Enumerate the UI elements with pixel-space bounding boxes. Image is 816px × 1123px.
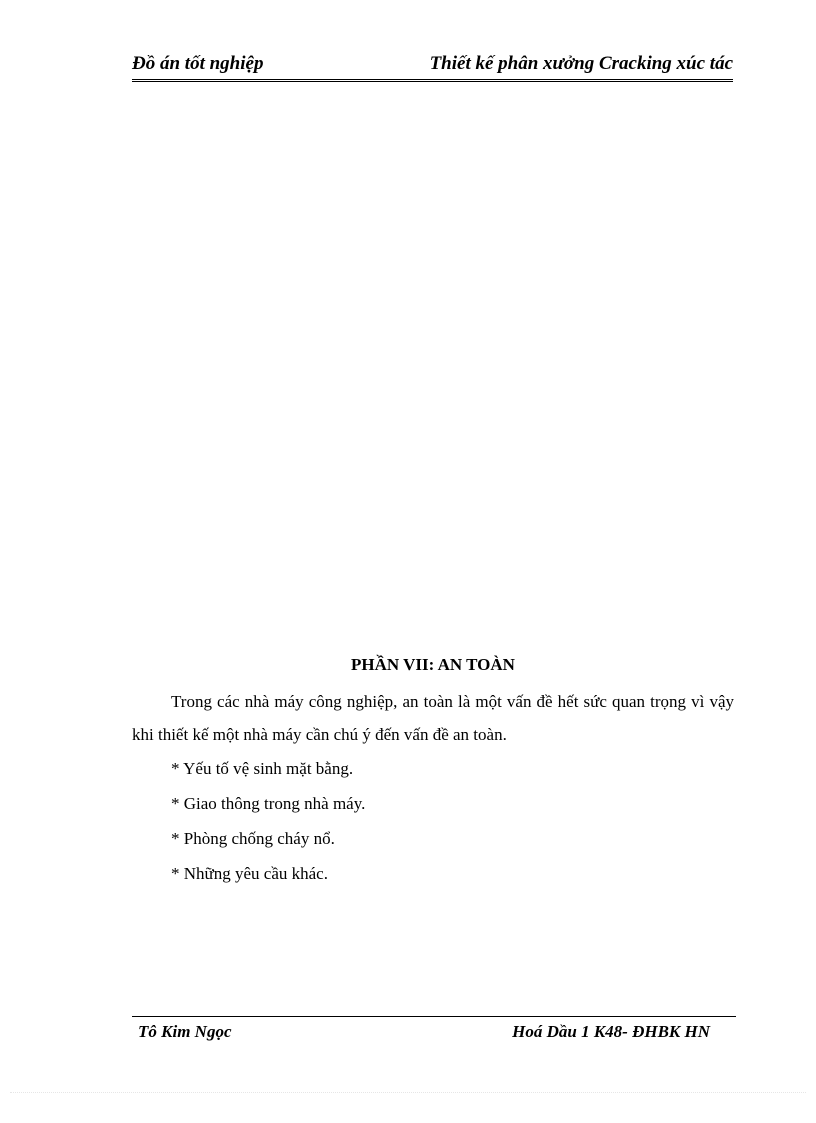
section-title: PHẦN VII: AN TOÀN xyxy=(351,655,515,674)
header-rule xyxy=(132,79,733,82)
bullet-item: * Yếu tố vệ sinh mặt bằng. xyxy=(171,759,354,778)
footer-rule xyxy=(132,1016,736,1017)
section-content xyxy=(132,653,734,891)
footer-right-text: Hoá Dầu 1 K48- ĐHBK HN xyxy=(512,1022,710,1041)
footer-left-text: Tô Kim Ngọc xyxy=(138,1022,232,1041)
bullet-item: * Giao thông trong nhà máy. xyxy=(171,794,366,813)
bullet-item: * Phòng chống cháy nổ. xyxy=(171,829,335,848)
header-right-text: Thiết kế phân xưởng Cracking xúc tác xyxy=(429,53,733,74)
body-paragraph: Trong các nhà máy công nghiệp, an toàn là một vấn đề hết sức quan trọng vì vậy khi thiết kế một nhà máy cần chú ý đến vấn đề an toàn. xyxy=(132,692,734,744)
bullet-item: * Những yêu cầu khác. xyxy=(171,864,328,883)
page-edge-divider xyxy=(10,1092,806,1093)
header-left-text: Đồ án tốt nghiệp xyxy=(132,53,264,74)
page-footer xyxy=(132,1016,736,1046)
page-header xyxy=(132,52,733,82)
